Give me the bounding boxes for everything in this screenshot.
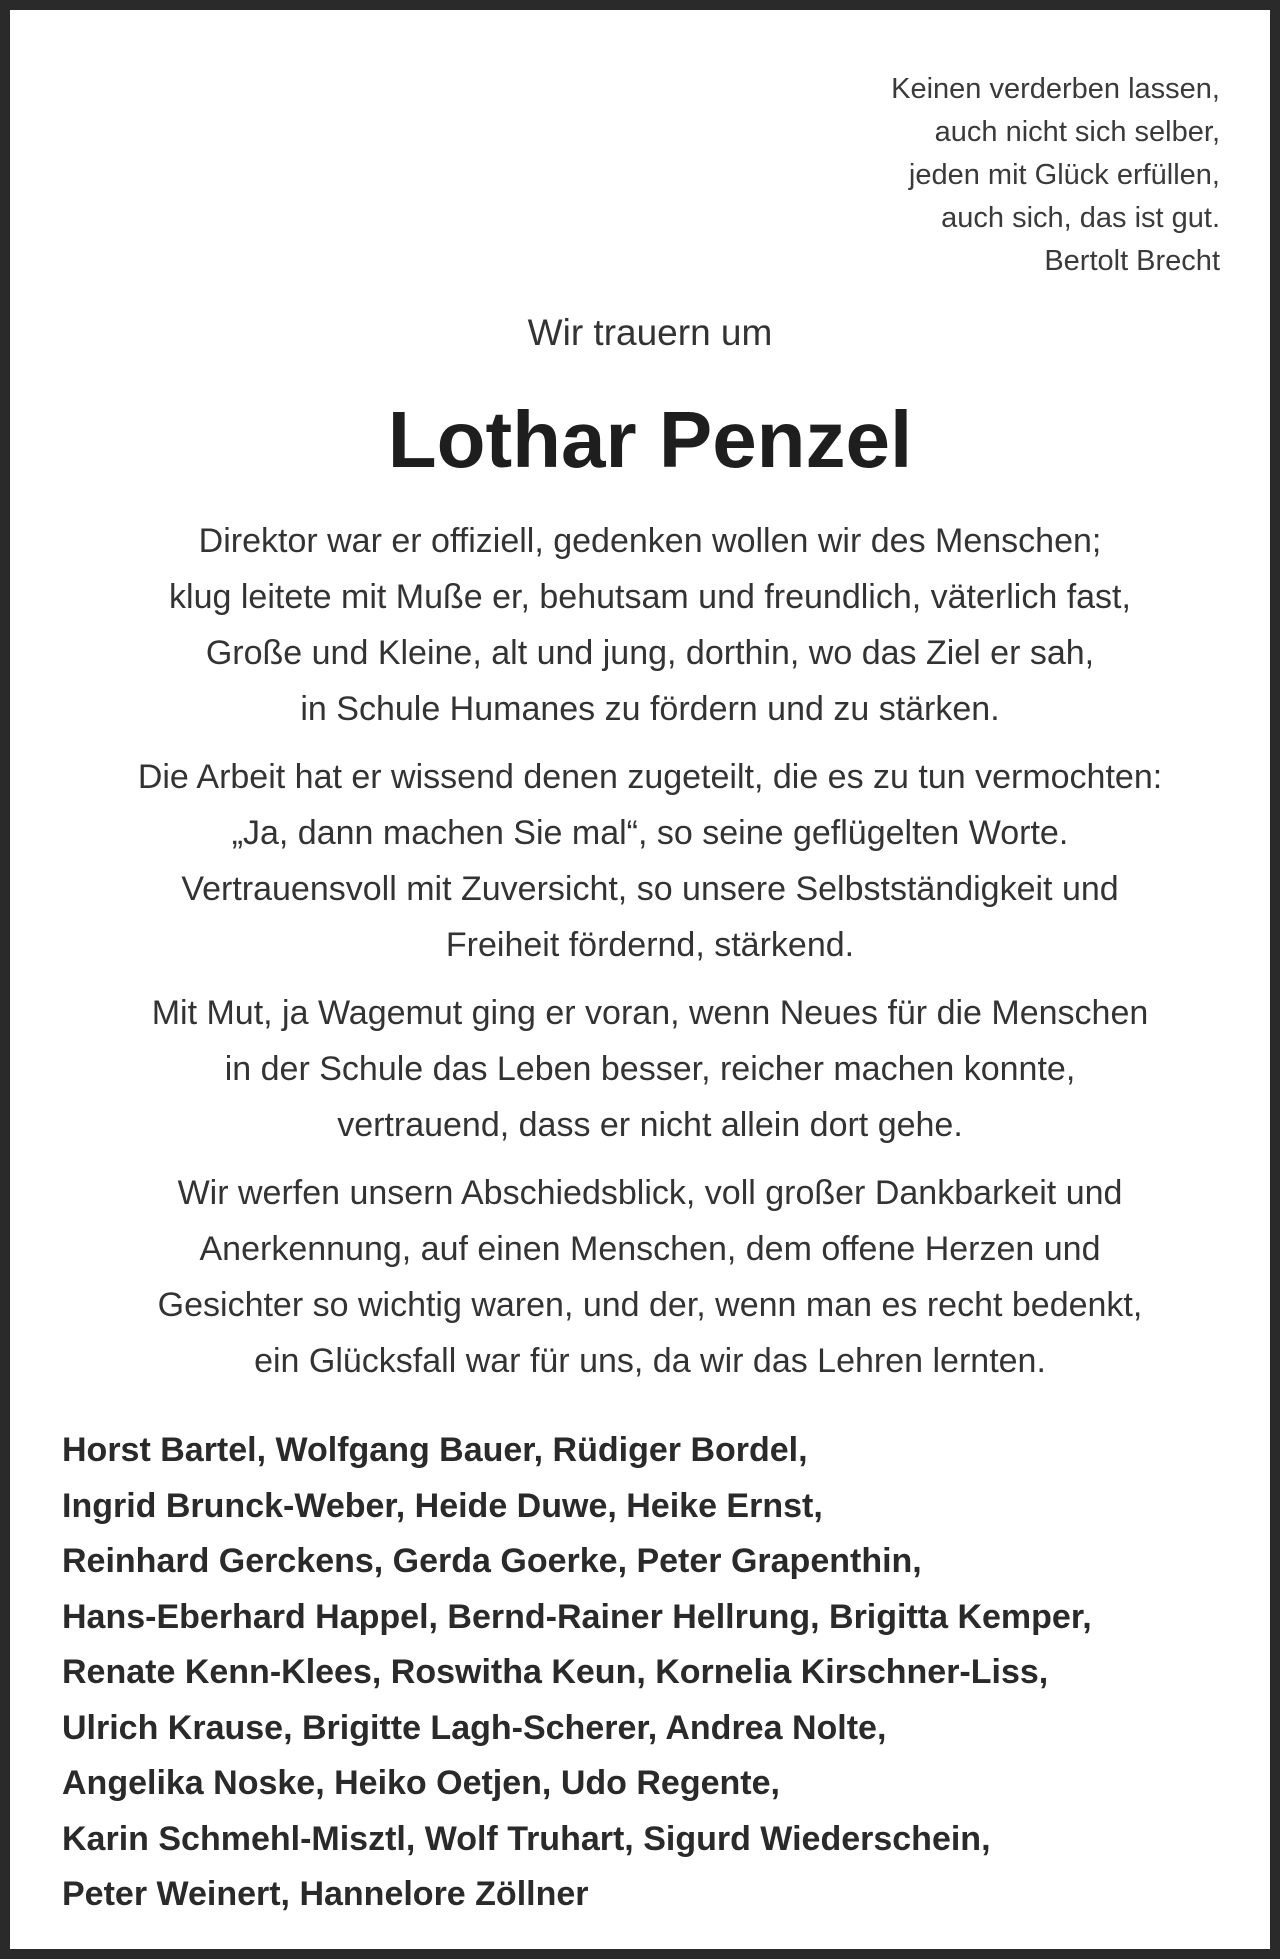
epigraph-quote [891,68,1220,283]
tribute-text [50,513,1250,1401]
signers-line: Hans-Eberhard Happel, Bernd-Rainer Hellrung, Brigitta Kemper, [62,1597,1092,1636]
quote-line: auch sich, das ist gut. [941,202,1220,234]
quote-author: Bertolt Brecht [1044,245,1220,277]
signers-line: Horst Bartel, Wolfgang Bauer, Rüdiger Bordel, [62,1431,808,1469]
signers-line: Ulrich Krause, Brigitte Lagh-Scherer, Andrea Nolte, [62,1708,887,1747]
tribute-line: Anerkennung, auf einen Menschen, dem offene Herzen und [199,1230,1101,1268]
tribute-line: in Schule Humanes zu fördern und zu stärken. [300,690,1000,728]
tribute-line: „Ja, dann machen Sie mal“, so seine geflügelten Worte. [231,814,1069,852]
quote-line: jeden mit Glück erfüllen, [908,159,1220,191]
tribute-line: Freiheit fördernd, stärkend. [445,926,855,964]
tribute-line: Große und Kleine, alt und jung, dorthin, wo das Ziel er sah, [205,634,1095,672]
tribute-line: Direktor war er offiziell, gedenken wollen wir des Menschen; [198,522,1102,560]
signers-line: Renate Kenn-Klees, Roswitha Keun, Kornelia Kirschner-Liss, [62,1653,1049,1691]
signers-list [62,1423,1252,1923]
tribute-line: Gesichter so wichtig waren, und der, wenn man es recht bedenkt, [157,1286,1143,1324]
mourning-intro: Wir trauern um [527,312,773,353]
tribute-line: in der Schule das Leben besser, reicher machen konnte, [224,1050,1076,1088]
deceased-name: Lothar Penzel [387,395,913,484]
signers-line: Karin Schmehl-Misztl, Wolf Truhart, Sigurd Wiederschein, [62,1819,991,1858]
signers-line: Ingrid Brunck-Weber, Heide Duwe, Heike Ernst, [62,1486,823,1525]
tribute-line: Vertrauensvoll mit Zuversicht, so unsere Selbstständigkeit und [181,870,1119,908]
tribute-stanza [50,513,1250,737]
signers-line: Peter Weinert, Hannelore Zöllner [62,1875,589,1913]
tribute-line: ein Glücksfall war für uns, da wir das Lehren lernten. [254,1342,1046,1380]
tribute-stanza [50,749,1250,973]
tribute-line: Mit Mut, ja Wagemut ging er voran, wenn Neues für die Menschen [151,994,1149,1032]
tribute-stanza [50,1165,1250,1389]
quote-line: Keinen verderben lassen, [891,73,1220,105]
signers-line: Angelika Noske, Heiko Oetjen, Udo Regente, [62,1764,780,1802]
tribute-line: Wir werfen unsern Abschiedsblick, voll großer Dankbarkeit und [177,1174,1123,1212]
signers-line: Reinhard Gerckens, Gerda Goerke, Peter Grapenthin, [62,1542,922,1580]
tribute-stanza [50,985,1250,1153]
tribute-line: vertrauend, dass er nicht allein dort gehe. [337,1106,963,1144]
quote-line: auch nicht sich selber, [934,116,1220,148]
tribute-line: klug leitete mit Muße er, behutsam und freundlich, väterlich fast, [169,578,1131,616]
tribute-line: Die Arbeit hat er wissend denen zugeteilt, die es zu tun vermochten: [137,758,1163,796]
